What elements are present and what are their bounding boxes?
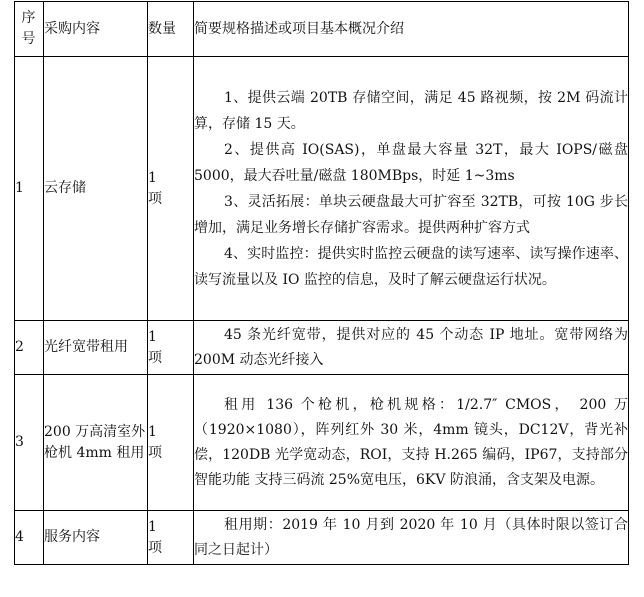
row-qty-value: 1 项 <box>148 169 162 207</box>
procurement-table <box>14 1 629 565</box>
header-desc: 简要规格描述或项目基本概况介绍 <box>194 2 629 57</box>
row-item: 200 万高清室外枪机 4mm 租用 <box>44 375 148 511</box>
row-seq: 1 <box>15 57 44 321</box>
row-item: 云存储 <box>44 57 148 321</box>
row-desc <box>194 57 629 321</box>
desc-paragraph: 租用期：2019 年 10 月到 2020 年 10 月（具体时限以签订合同之日起计） <box>194 516 628 558</box>
row-item: 服务内容 <box>44 511 148 565</box>
desc-paragraph: 4、实时监控：提供实时监控云硬盘的读写速率、读写操作速率、读写流量以及 IO 监控的信息，及时了解云硬盘运行状况。 <box>194 245 628 288</box>
row-qty-value: 1 项 <box>148 423 162 461</box>
table-row <box>15 375 629 511</box>
desc-paragraph: 45 条光纤宽带，提供对应的 45 个动态 IP 地址。宽带网络为 200M 动态光纤接入 <box>194 326 628 368</box>
row-qty <box>148 375 194 511</box>
table-row <box>15 57 629 321</box>
row-desc <box>194 511 629 565</box>
table-row <box>15 321 629 375</box>
row-qty <box>148 57 194 321</box>
row-qty <box>148 321 194 375</box>
row-desc <box>194 321 629 375</box>
header-qty: 数量 <box>148 2 194 57</box>
table-row <box>15 511 629 565</box>
row-qty-value: 1 项 <box>148 518 162 556</box>
row-seq: 2 <box>15 321 44 375</box>
header-seq: 序号 <box>15 2 44 57</box>
row-item: 光纤宽带租用 <box>44 321 148 375</box>
desc-paragraph: 3、灵活拓展：单块云硬盘最大可扩容至 32TB，可按 10G 步长增加，满足业务增长存储扩容需求。提供两种扩容方式 <box>194 193 628 236</box>
row-desc <box>194 375 629 511</box>
desc-paragraph: 1、提供云端 20TB 存储空间，满足 45 路视频，按 2M 码流计算，存储 15 天。 <box>194 89 628 132</box>
row-seq: 3 <box>15 375 44 511</box>
desc-paragraph: 租用 136 个枪机，枪机规格：1/2.7″ CMOS， 200 万（1920×1080），阵列红外 30 米，4mm 镜头，DC12V，背光补偿，120DB 光学宽动态，ROI，支持 H.265 编码，IP67，支持部分智能功能 支持三码流 25%宽电压，6KV 防浪涌，含支架及电源。 <box>194 396 628 488</box>
desc-paragraph: 2、提供高 IO(SAS)，单盘最大容量 32T，最大 IOPS/磁盘 5000，最大吞吐量/磁盘 180MBps，时延 1~3ms <box>194 141 628 184</box>
header-item: 采购内容 <box>44 2 148 57</box>
header-row <box>15 2 629 57</box>
row-qty <box>148 511 194 565</box>
row-seq: 4 <box>15 511 44 565</box>
row-qty-value: 1 项 <box>148 328 162 366</box>
